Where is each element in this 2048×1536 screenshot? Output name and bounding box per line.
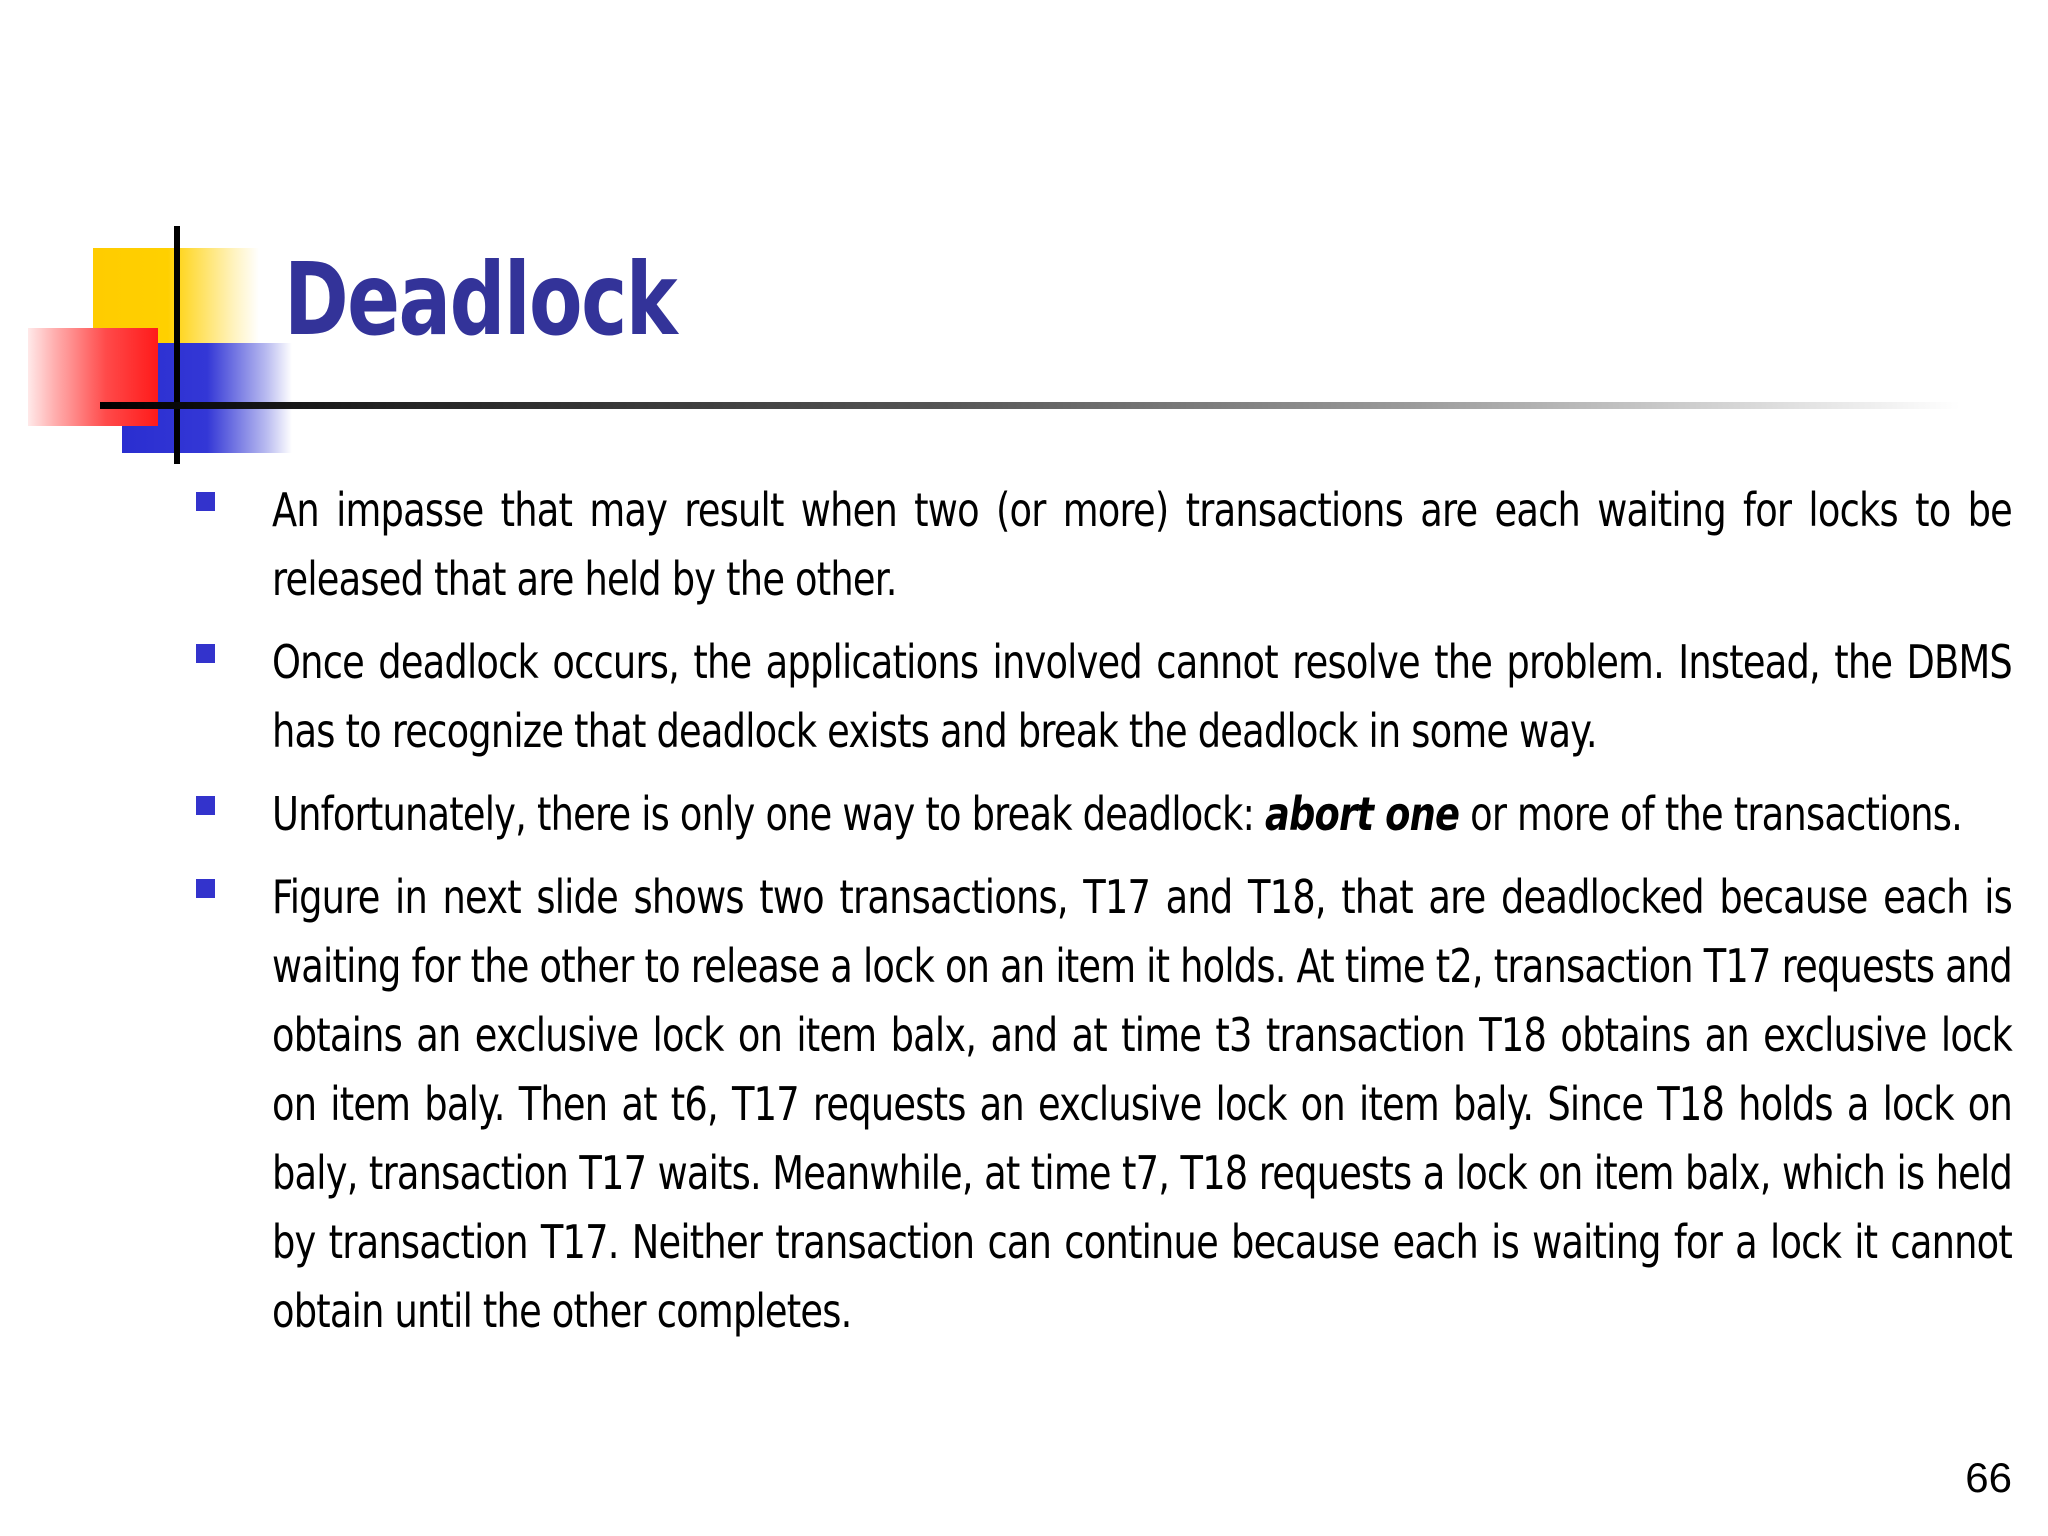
bullet-item xyxy=(272,780,2012,849)
bullet-text: Figure in next slide shows two transactions, T17 and T18, that are deadlocked because each is waiting for the other to release a lock on an item it holds. At time t2, transaction T17 requests and obtains an exclusive lock on item balx, and at time t3 transaction T18 obtains an exclusive lock on item baly. Then at t6, T17 requests an exclusive lock on item baly. Since T18 holds a lock on baly, transaction T17 waits. Meanwhile, at time t7, T18 requests a lock on item balx, which is held by transaction T17. Neither transaction can continue because each is waiting for a lock it cannot obtain until the other completes. xyxy=(272,870,2012,1338)
bullet-square-icon xyxy=(196,644,215,663)
bullet-square-icon xyxy=(196,492,215,511)
bullet-square-icon xyxy=(196,796,215,815)
vertical-bar-decoration xyxy=(174,226,180,464)
bullet-text-emphasis: abort one xyxy=(1264,787,1460,841)
slide-title: Deadlock xyxy=(284,241,677,358)
bullet-text-before: Unfortunately, there is only one way to break deadlock: xyxy=(272,787,1265,841)
bullet-item xyxy=(272,628,2012,766)
page-number: 66 xyxy=(1965,1454,2012,1501)
bullet-text-after: or more of the transactions. xyxy=(1459,787,1963,841)
bullet-text: An impasse that may result when two (or more) transactions are each waiting for locks to be released that are held by the other. xyxy=(272,483,2012,606)
bullet-square-icon xyxy=(196,879,215,898)
bullet-item xyxy=(272,476,2012,614)
title-underline xyxy=(100,402,1960,409)
bullet-item xyxy=(272,863,2012,1346)
red-square-decoration xyxy=(28,328,158,426)
bullet-text xyxy=(272,780,2012,849)
bullet-list xyxy=(272,476,2012,1360)
bullet-text: Once deadlock occurs, the applications involved cannot resolve the problem. Instead, the DBMS has to recognize that deadlock exists and break the deadlock in some way. xyxy=(272,635,2012,758)
